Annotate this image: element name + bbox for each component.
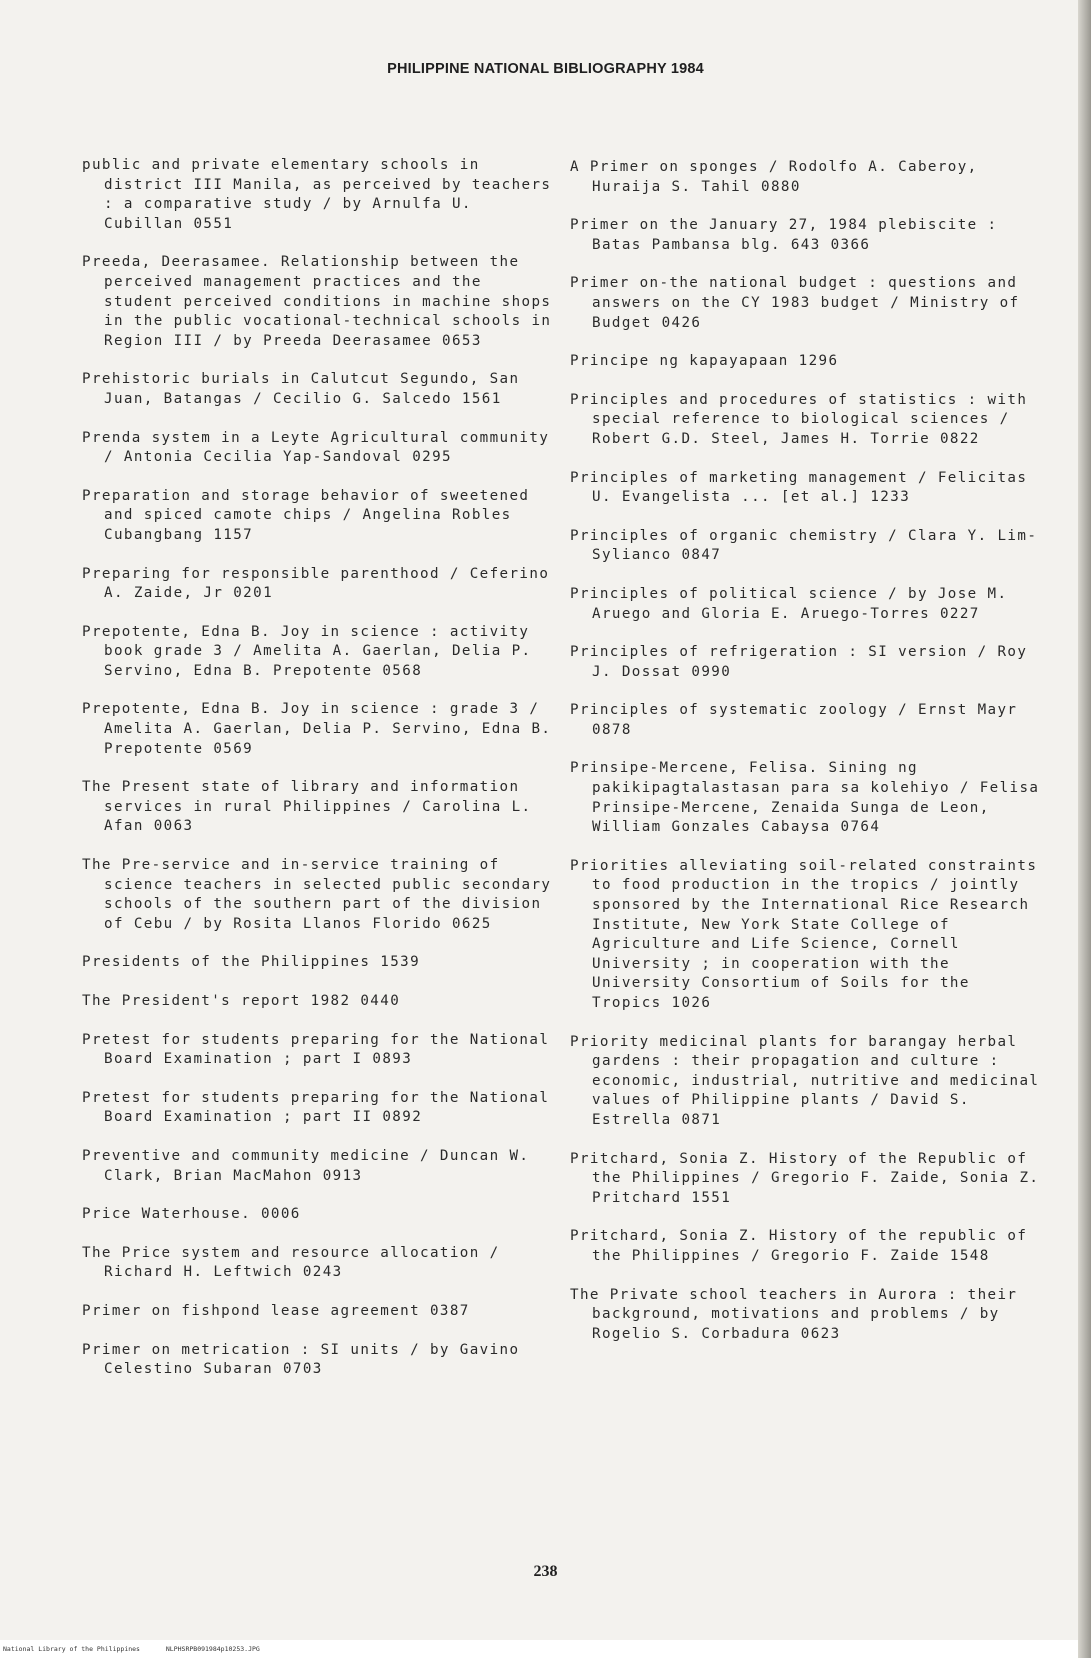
bibliography-entry: Preparation and storage behavior of sweetened and spiced camote chips / Angelina Robles Cubangbang 1157 <box>82 487 530 543</box>
bibliography-entry: Prenda system in a Leyte Agricultural community / Antonia Cecilia Yap-Sandoval 0295 <box>82 429 550 466</box>
bibliography-entry: Prepotente, Edna B. Joy in science : activity book grade 3 / Amelita A. Gaerlan, Delia P. Servino, Edna B. Prepotente 0568 <box>82 623 532 679</box>
footer-file-id: NLPHSRPB091984p10253.JPG <box>165 1645 260 1653</box>
bibliography-entry: Pritchard, Sonia Z. History of the republic of the Philippines / Gregorio F. Zaide 1548 <box>570 1228 1028 1264</box>
bibliography-entry: Price Waterhouse. 0006 <box>82 1206 301 1223</box>
bibliography-entry: Priorities alleviating soil-related constraints to food production in the tropics / jointly sponsored by the International Rice Research Institute, New York State College of Agriculture and Life Science, Cornell University ; in cooperation with the University Consortium of Soils for the Tropics 1026 <box>570 857 1038 1011</box>
right-column <box>570 158 1040 1363</box>
bibliography-entry: Primer on-the national budget : questions and answers on the CY 1983 budget / Ministry of Budget 0426 <box>570 275 1020 331</box>
bibliography-entry: Pretest for students preparing for the National Board Examination ; part I 0893 <box>82 1031 550 1068</box>
bibliography-entry: Priority medicinal plants for barangay herbal gardens : their propagation and culture : economic, industrial, nutritive and medicinal values of Philippine plants / David S. Estrella 0871 <box>570 1033 1040 1128</box>
running-head: PHILIPPINE NATIONAL BIBLIOGRAPHY 1984 <box>387 61 704 77</box>
scan-footer <box>3 1645 260 1653</box>
bibliography-entry: Presidents of the Philippines 1539 <box>82 954 421 971</box>
bibliography-entry: Principles of refrigeration : SI version / Roy J. Dossat 0990 <box>570 644 1028 680</box>
bibliography-entry: Pretest for students preparing for the National Board Examination ; part II 0892 <box>82 1089 550 1126</box>
bibliography-entry: The President's report 1982 0440 <box>82 993 401 1009</box>
bibliography-entry: The Pre-service and in-service training of science teachers in selected public secondary schools of the southern part of the division of Cebu / by Rosita Llanos Florido 0625 <box>82 857 552 932</box>
bibliography-entry: The Present state of library and information services in rural Philippines / Carolina L. Afan 0063 <box>82 779 532 835</box>
bibliography-entry: Prinsipe-Mercene, Felisa. Sining ng pakikipagtalastasan para sa kolehiyo / Felisa Prinsipe-Mercene, Zenaida Sunga de Leon, William Gonzales Cabaysa 0764 <box>570 760 1040 836</box>
bibliography-entry: Preparing for responsible parenthood / Ceferino A. Zaide, Jr 0201 <box>82 565 550 602</box>
bibliography-entry: Prepotente, Edna B. Joy in science : grade 3 / Amelita A. Gaerlan, Delia P. Servino, Edna B. Prepotente 0569 <box>82 701 552 757</box>
bibliography-entry: Principles and procedures of statistics : with special reference to biological sciences / Robert G.D. Steel, James H. Torrie 0822 <box>570 391 1028 447</box>
bibliography-entry: Principles of systematic zoology / Ernst Mayr 0878 <box>570 702 1018 738</box>
page-number: 238 <box>533 1563 558 1580</box>
bibliography-entry: Principles of marketing management / Felicitas U. Evangelista ... [et al.] 1233 <box>570 469 1028 506</box>
bibliography-entry: Pritchard, Sonia Z. History of the Republic of the Philippines / Gregorio F. Zaide, Sonia Z. Pritchard 1551 <box>570 1150 1040 1206</box>
bibliography-entry: Principe ng kapayapaan 1296 <box>570 353 839 370</box>
bibliography-entry: Prehistoric burials in Calutcut Segundo, San Juan, Batangas / Cecilio G. Salcedo 1561 <box>82 371 520 407</box>
bibliography-entry: public and private elementary schools in district III Manila, as perceived by teachers : a comparative study / by Arnulfa U. Cubillan 0551 <box>82 157 552 232</box>
bibliography-entry: Principles of political science / by Jose M. Aruego and Gloria E. Aruego-Torres 0227 <box>570 585 1008 622</box>
bibliography-entry: A Primer on sponges / Rodolfo A. Caberoy, Huraija S. Tahil 0880 <box>570 159 978 195</box>
bibliography-entry: Primer on fishpond lease agreement 0387 <box>82 1302 470 1319</box>
bibliography-entry: Principles of organic chemistry / Clara Y. Lim-Sylianco 0847 <box>570 527 1038 564</box>
bibliography-entry: Primer on metrication : SI units / by Gavino Celestino Subaran 0703 <box>82 1341 520 1378</box>
bibliography-entry: The Price system and resource allocation / Richard H. Leftwich 0243 <box>82 1244 500 1281</box>
bibliography-entry: Preventive and community medicine / Duncan W. Clark, Brian MacMahon 0913 <box>82 1147 530 1184</box>
footer-library-name: National Library of the Philippines <box>3 1645 140 1653</box>
bibliography-entry: Primer on the January 27, 1984 plebiscite : Batas Pambansa blg. 643 0366 <box>570 217 998 253</box>
bibliography-entry: The Private school teachers in Aurora : their background, motivations and problems / by Rogelio S. Corbadura 0623 <box>570 1286 1018 1342</box>
bibliography-entry: Preeda, Deerasamee. Relationship between the perceived management practices and the student perceived conditions in machine shops in the public vocational-technical schools in Region III / by Preeda Deerasamee 0653 <box>82 254 552 349</box>
left-column <box>82 156 552 1399</box>
page-edge-shadow <box>1078 0 1091 1658</box>
